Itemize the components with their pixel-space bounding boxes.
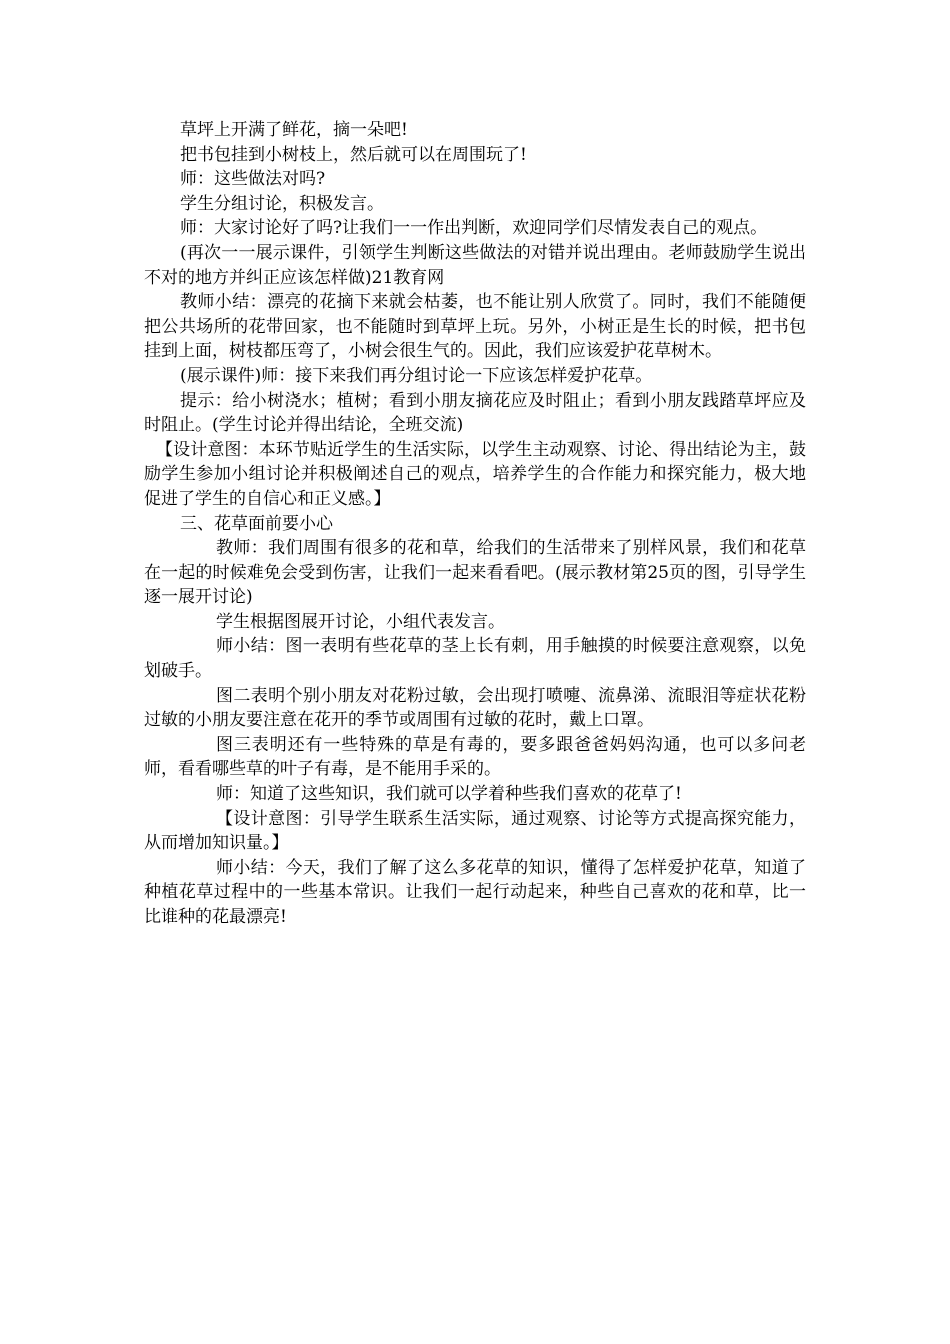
paragraph: 教师：我们周围有很多的花和草，给我们的生活带来了别样风景，我们和花草在一起的时候难免会受到伤害，让我们一起来看看吧。(展示教材第25页的图，引导学生逐一展开讨论) [144, 538, 806, 608]
paragraph: 图二表明个别小朋友对花粉过敏，会出现打喷嚏、流鼻涕、流眼泪等症状花粉过敏的小朋友要注意在花开的季节或周围有过敏的花时，戴上口罩。 [144, 685, 806, 731]
design-intent-note: 【设计意图：引导学生联系生活实际，通过观察、讨论等方式提高探究能力，从而增加知识量。】 [144, 808, 806, 854]
paragraph: 把书包挂到小树枝上，然后就可以在周围玩了! [180, 144, 527, 165]
paragraph: 草坪上开满了鲜花，摘一朵吧! [180, 120, 408, 140]
paragraph: 师：这些做法对吗? [180, 169, 326, 190]
paragraph: 师：大家讨论好了吗?让我们一一作出判断，欢迎同学们尽情发表自己的观点。 [180, 218, 768, 239]
paragraph: 学生分组讨论，积极发言。 [180, 193, 384, 214]
paragraph: 学生根据图展开讨论，小组代表发言。 [216, 611, 505, 632]
paragraph: 提示：给小树浇水；植树；看到小朋友摘花应及时阻止；看到小朋友践踏草坪应及时阻止。(学生讨论并得出结论，全班交流) [144, 390, 806, 436]
paragraph: (再次一一展示课件，引领学生判断这些做法的对错并说出理由。老师鼓励学生说出不对的地方并纠正应该怎样做)21教育网 [144, 242, 806, 288]
paragraph: (展示课件)师：接下来我们再分组讨论一下应该怎样爱护花草。 [180, 365, 653, 386]
design-intent-note: 【设计意图：本环节贴近学生的生活实际，以学生主动观察、讨论、得出结论为主，鼓励学生参加小组讨论并积极阐述自己的观点，培养学生的合作能力和探究能力，极大地促进了学生的自信心和正义感。】 [144, 439, 806, 509]
paragraph: 师：知道了这些知识，我们就可以学着种些我们喜欢的花草了! [216, 784, 682, 805]
paragraph: 教师小结：漂亮的花摘下来就会枯萎，也不能让别人欣赏了。同时，我们不能随便把公共场所的花带回家，也不能随时到草坪上玩。另外，小树正是生长的时候，把书包挂到上面，树枝都压弯了，小树会很生气的。因此，我们应该爱护花草树木。 [144, 292, 806, 362]
paragraph: 师小结：图一表明有些花草的茎上长有刺，用手触摸的时候要注意观察，以免划破手。 [144, 636, 806, 682]
paragraph: 师小结：今天，我们了解了这么多花草的知识，懂得了怎样爱护花草，知道了种植花草过程中的一些基本常识。让我们一起行动起来，种些自己喜欢的花和草，比一比谁种的花最漂亮! [144, 857, 806, 927]
section-heading: 三、花草面前要小心 [180, 513, 333, 534]
paragraph: 图三表明还有一些特殊的草是有毒的，要多跟爸爸妈妈沟通，也可以多问老师，看看哪些草的叶子有毒，是不能用手采的。 [144, 734, 806, 780]
document-page [144, 118, 806, 930]
